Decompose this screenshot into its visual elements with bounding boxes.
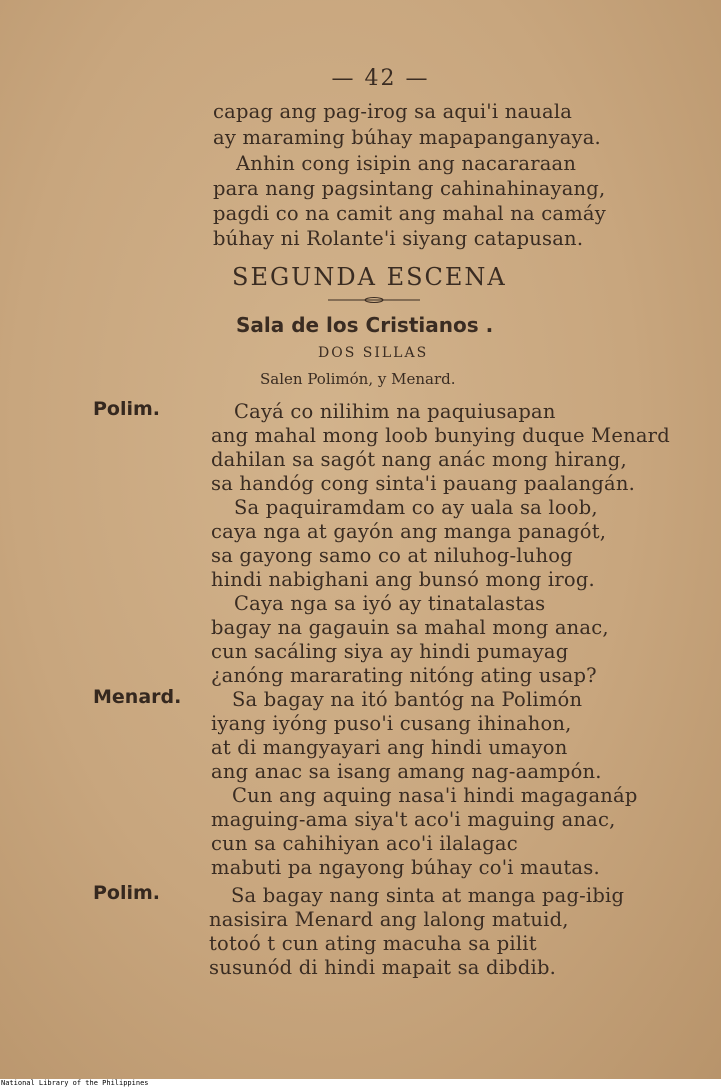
verse-line: sa gayong samo co at niluhog-luhog xyxy=(211,544,573,567)
scene-setting: Sala de los Cristianos . xyxy=(236,313,494,337)
page-number: — 42 — xyxy=(331,66,430,91)
footer-strip xyxy=(0,1079,721,1088)
verse-line: Sa bagay na itó bantóg na Polimón xyxy=(232,688,583,711)
verse-line: Sa paquiramdam co ay uala sa loob, xyxy=(234,496,598,519)
speaker-label: Polim. xyxy=(93,882,161,904)
verse-line: Cayá co nilihim na paquiusapan xyxy=(234,400,556,423)
ornament-divider xyxy=(328,296,420,304)
verse-line: dahilan sa sagót nang anác mong hirang, xyxy=(211,448,627,471)
verse-line: at di mangyayari ang hindi umayon xyxy=(211,736,568,759)
verse-line: para nang pagsintang cahinahinayang, xyxy=(213,177,606,200)
verse-line: búhay ni Rolante'i siyang catapusan. xyxy=(213,227,584,250)
speaker-label: Menard. xyxy=(93,686,182,708)
verse-line: Anhin cong isipin ang nacararaan xyxy=(236,152,577,175)
verse-line: ¿anóng mararating nitóng ating usap? xyxy=(211,664,597,687)
verse-line: Caya nga sa iyó ay tinatalastas xyxy=(234,592,546,615)
verse-line: Sa bagay nang sinta at manga pag-ibig xyxy=(231,884,625,907)
verse-line: nasisira Menard ang lalong matuid, xyxy=(209,908,569,931)
library-credit: National Library of the Philippines xyxy=(1,1079,149,1087)
scene-title: SEGUNDA ESCENA xyxy=(232,263,507,291)
verse-line: caya nga at gayón ang manga panagót, xyxy=(211,520,607,543)
verse-line: pagdi co na camit ang mahal na camáy xyxy=(213,202,606,225)
verse-line: iyang iyóng puso'i cusang ihinahon, xyxy=(211,712,572,735)
verse-line: cun sa cahihiyan aco'i ilalagac xyxy=(211,832,518,855)
verse-line: cun sacáling siya ay hindi pumayag xyxy=(211,640,569,663)
verse-line: ang mahal mong loob bunying duque Menard xyxy=(211,424,670,447)
verse-line: maguing-ama siya't aco'i maguing anac, xyxy=(211,808,616,831)
verse-line: bagay na gagauin sa mahal mong anac, xyxy=(211,616,609,639)
stage-direction: Salen Polimón, y Menard. xyxy=(260,370,456,388)
verse-line: ay maraming búhay mapapanganyaya. xyxy=(213,126,601,149)
verse-line: capag ang pag-irog sa aqui'i nauala xyxy=(213,100,573,123)
verse-line: totoó t cun ating macuha sa pilit xyxy=(209,932,537,955)
verse-line: ang anac sa isang amang nag-aampón. xyxy=(211,760,602,783)
stage-props: DOS SILLAS xyxy=(318,345,429,361)
verse-line: susunód di hindi mapait sa dibdib. xyxy=(209,956,557,979)
verse-line: mabuti pa ngayong búhay co'i mautas. xyxy=(211,856,600,879)
verse-line: sa handóg cong sinta'i pauang paalangán. xyxy=(211,472,635,495)
verse-line: Cun ang aquing nasa'i hindi magaganáp xyxy=(232,784,638,807)
speaker-label: Polim. xyxy=(93,398,161,420)
verse-line: hindi nabighani ang bunsó mong irog. xyxy=(211,568,595,591)
